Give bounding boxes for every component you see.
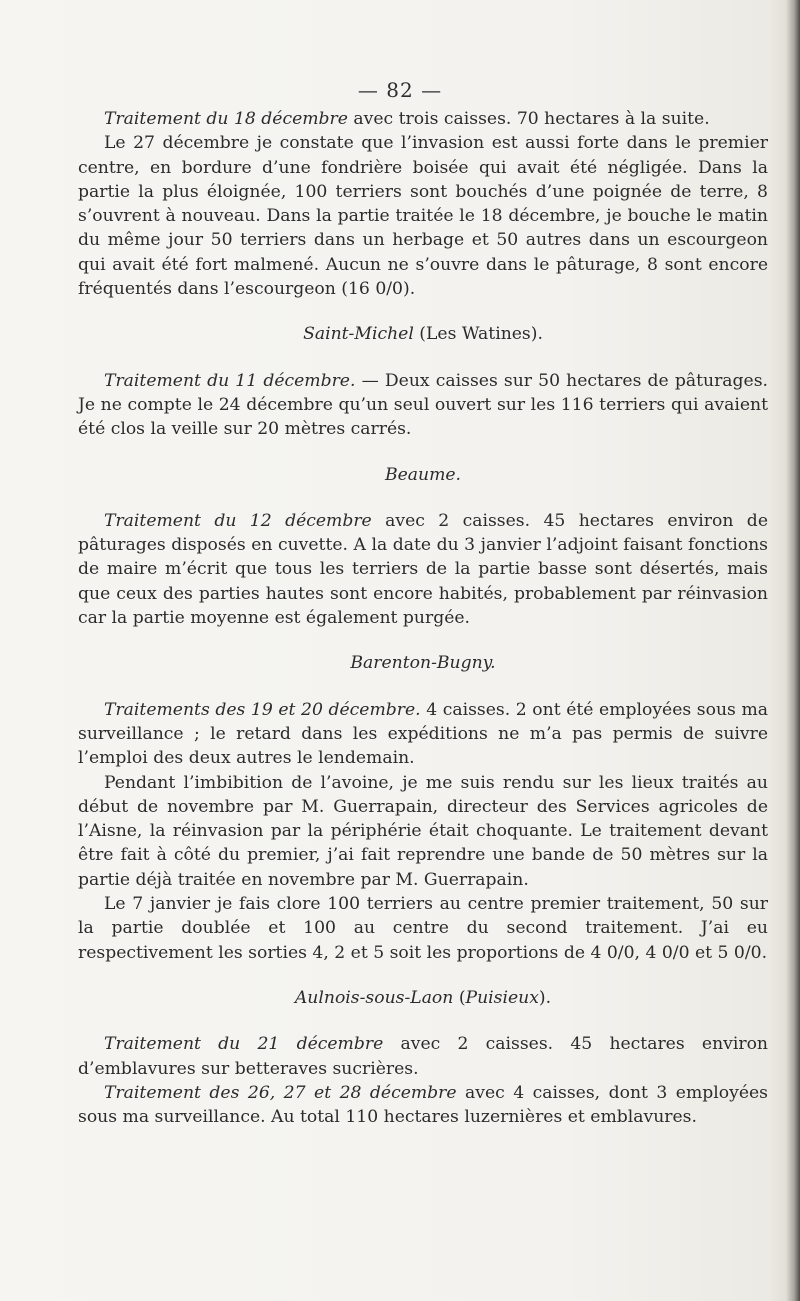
- paragraph: Traitement du 18 décembre avec trois caisses. 70 hectares à la suite.: [104, 109, 710, 129]
- page-number: — 82 —: [357, 78, 443, 102]
- treatment-date-label: Traitement du 11 décembre.: [104, 370, 356, 391]
- treatment-date-label: Traitements des 19 et 20 décembre.: [104, 699, 421, 720]
- treatment-date-label: Traitement du 21 décembre: [104, 1034, 384, 1055]
- paragraph: Traitement des 26, 27 et 28 décembre avec 4 caisses, dont 3 employées sous ma surveillance. Au total 110 hectares luzernières et emblavures.: [78, 1082, 768, 1128]
- paragraph: Traitements des 19 et 20 décembre. 4 caisses. 2 ont été employées sous ma surveillance ; le retard dans les expéditions ne m’a pas permis de suivre l’emploi des deux autres le lendemain.: [78, 699, 768, 769]
- page-edge-shadow: [786, 0, 800, 1301]
- treatment-date-label: Traitement du 18 décembre: [104, 109, 348, 129]
- paragraph: Le 7 janvier je fais clore 100 terriers au centre premier traitement, 50 sur la partie doublée et 100 au centre du second traitement. J’ai eu respectivement les sorties 4, 2 et 5 soit les proportions de 4 0/0, 4 0/0 et 5 0/0.: [78, 894, 768, 963]
- paragraph: Traitement du 12 décembre avec 2 caisses. 45 hectares environ de pâturages disposés en cuvette. A la date du 3 janvier l’adjoint faisant fonctions de maire m’écrit que tous les terriers de la partie basse sont désertés, mais que ceux des parties hautes sont encore habités, probablement par réinvasion car la partie moyenne est également purgée.: [78, 510, 768, 629]
- section-heading: Saint-Michel (Les Watines).: [303, 324, 543, 345]
- treatment-date-label: Traitement du 12 décembre: [104, 510, 372, 531]
- paragraph: Pendant l’imbibition de l’avoine, je me suis rendu sur les lieux traités au début de novembre par M. Guerrapain, directeur des Services agricoles de l’Aisne, la réinvasion par la périphérie était choquante. Le traitement devant être fait à côté du premier, j’ai fait reprendre une bande de 50 mètres sur la partie déjà traitée en novembre par M. Guerrapain.: [78, 772, 768, 890]
- paragraph: Traitement du 21 décembre avec 2 caisses. 45 hectares environ d’emblavures sur betteraves sucrières.: [78, 1034, 768, 1079]
- section-heading: Beaume.: [384, 464, 462, 485]
- section-heading: Aulnois-sous-Laon (Puisieux).: [294, 987, 552, 1008]
- paragraph: Traitement du 11 décembre. — Deux caisses sur 50 hectares de pâturages. Je ne compte le 24 décembre qu’un seul ouvert sur les 116 terriers qui avaient été clos la veille sur 20 mètres carrés.: [78, 370, 768, 440]
- section-heading: Barenton-Bugny.: [350, 653, 496, 674]
- body-text: [78, 107, 768, 1129]
- treatment-date-label: Traitement des 26, 27 et 28 décembre: [104, 1082, 457, 1103]
- paragraph: Le 27 décembre je constate que l’invasion est aussi forte dans le premier centre, en bordure d’une fondrière boisée qui avait été négligée. Dans la partie la plus éloignée, 100 terriers sont bouchés d’une poignée de terre, 8 s’ouvrent à nouveau. Dans la partie traitée le 18 décembre, je bouche le matin du même jour 50 terriers dans un herbage et 50 autres dans un escourgeon qui avait été fort malmené. Aucun ne s’ouvre dans le pâturage, 8 sont encore fréquentés dans l’escourgeon (16 0/0).: [78, 133, 768, 300]
